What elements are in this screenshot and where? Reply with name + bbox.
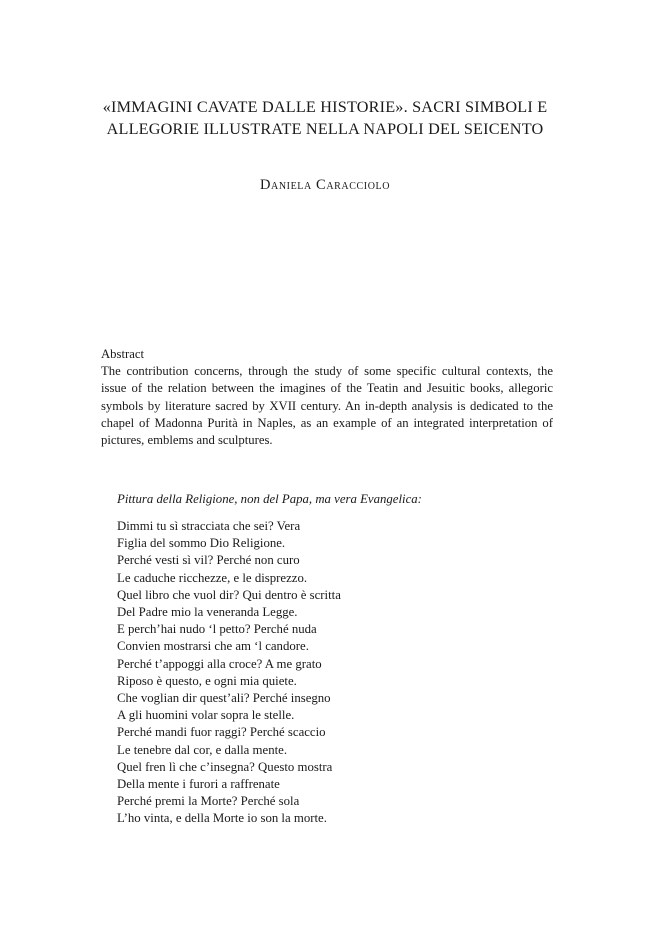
poem-verse: Della mente i furori a raffrenate xyxy=(117,777,280,792)
poem-block xyxy=(117,491,422,828)
abstract-line: symbols by literature sacred by XVII century. An in-depth analysis is dedicated to the xyxy=(101,398,553,413)
poem-verse: Perché t’appoggi alla croce? A me grato xyxy=(117,656,322,671)
abstract-line: pictures, emblems and sculptures. xyxy=(101,433,273,448)
poem-verse: Figlia del sommo Dio Religione. xyxy=(117,536,286,551)
author-name: Daniela Caracciolo xyxy=(259,177,391,193)
poem-verse: Le caduche ricchezze, e le disprezzo. xyxy=(117,570,308,585)
paper-title-line-1: «IMMAGINI CAVATE DALLE HISTORIE». SACRI SIMBOLI E xyxy=(102,98,548,116)
poem-verse: Perché mandi fuor raggi? Perché scaccio xyxy=(117,725,326,740)
poem-verse: Che voglian dir quest’ali? Perché insegno xyxy=(117,691,331,706)
poem-verse: Del Padre mio la veneranda Legge. xyxy=(117,605,298,620)
abstract-section xyxy=(101,346,553,449)
poem-verse: Riposo è questo, e ogni mia quiete. xyxy=(117,673,297,688)
poem-verse: Le tenebre dal cor, e dalla mente. xyxy=(117,742,288,757)
abstract-line: chapel of Madonna Purità in Naples, as an example of an integrated interpretation of xyxy=(101,415,553,430)
poem-verse: Perché vesti sì vil? Perché non curo xyxy=(117,553,300,568)
poem-verse: L’ho vinta, e della Morte io son la morte. xyxy=(117,811,327,826)
abstract-line: The contribution concerns, through the study of some specific cultural contexts, the xyxy=(101,364,553,379)
paper-title xyxy=(60,96,590,140)
poem-title: Pittura della Religione, non del Papa, ma vera Evangelica: xyxy=(117,492,422,506)
poem-verse: Quel fren lì che c’insegna? Questo mostra xyxy=(117,759,333,774)
abstract-heading: Abstract xyxy=(101,347,144,361)
poem-verse: Dimmi tu sì stracciata che sei? Vera xyxy=(117,519,301,533)
paper-title-line-2: ALLEGORIE ILLUSTRATE NELLA NAPOLI DEL SEICENTO xyxy=(106,120,544,138)
poem-verse: Quel libro che vuol dir? Qui dentro è scritta xyxy=(117,587,341,602)
poem-verse: Perché premi la Morte? Perché sola xyxy=(117,794,300,809)
abstract-line: issue of the relation between the imagines of the Teatin and Jesuitic books, allegoric xyxy=(101,381,553,396)
poem-verse: E perch’hai nudo ‘l petto? Perché nuda xyxy=(117,622,317,637)
poem-verse: A gli huomini volar sopra le stelle. xyxy=(117,708,295,723)
poem-verse: Convien mostrarsi che am ‘l candore. xyxy=(117,639,309,654)
